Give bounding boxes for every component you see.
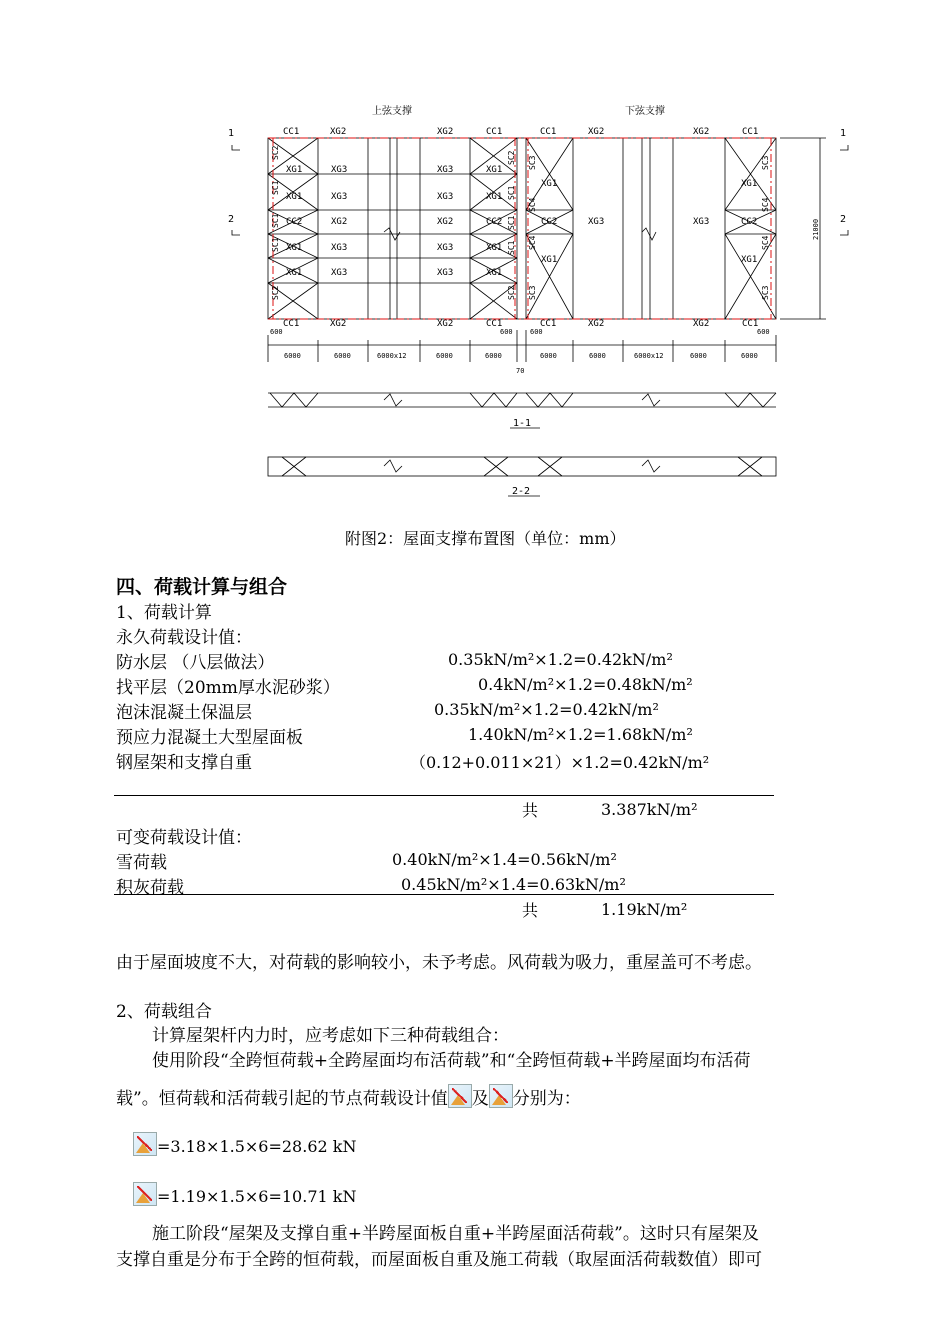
text-run: 及 xyxy=(471,1089,489,1109)
dim-600: 600 xyxy=(530,328,543,336)
section-1-1: 1-1 xyxy=(513,418,532,429)
var-label: 积灰荷载 xyxy=(116,878,184,898)
label-xg1: XG1 xyxy=(486,192,503,202)
marker-2-left: 2 xyxy=(228,214,235,225)
label-sc4: SC4 xyxy=(761,235,770,250)
var-title: 可变荷载设计值： xyxy=(116,828,252,848)
label-xg1: XG1 xyxy=(741,255,758,265)
text-run: 载”。恒荷载和活荷载引起的节点荷载设计值 xyxy=(116,1089,448,1109)
var-label: 雪荷载 xyxy=(116,853,167,873)
label-xg1: XG1 xyxy=(541,255,558,265)
title-top: 上弦支撑 xyxy=(372,106,412,117)
perm-total: 3.387kN/m² xyxy=(601,800,698,819)
perm-value: 0.35kN/m²×1.2=0.42kN/m² xyxy=(434,700,659,719)
label-sc2: SC2 xyxy=(271,145,280,160)
paragraph: 使用阶段“全跨恒荷载+全跨屋面均布活荷载”和“全跨恒荷载+半跨屋面均布活荷 xyxy=(152,1051,751,1071)
label-xg3: XG3 xyxy=(331,165,348,175)
label-xg3: XG3 xyxy=(331,268,348,278)
label-cc1: CC1 xyxy=(486,127,503,137)
dim-600: 600 xyxy=(757,328,770,336)
label-sc1: SC1 xyxy=(271,237,280,252)
label-xg3: XG3 xyxy=(588,217,605,227)
section-heading: 四、荷载计算与组合 xyxy=(116,576,288,598)
label-xg3: XG3 xyxy=(437,192,454,202)
equation-2 xyxy=(133,1182,356,1206)
perm-value: 0.35kN/m²×1.2=0.42kN/m² xyxy=(448,650,673,669)
perm-value: （0.12+0.011×21）×1.2=0.42kN/m² xyxy=(410,753,710,772)
label-cc1: CC1 xyxy=(283,127,300,137)
label-cc1: CC1 xyxy=(540,127,557,137)
label-cc1: CC1 xyxy=(742,319,759,329)
perm-value: 1.40kN/m²×1.2=1.68kN/m² xyxy=(468,725,693,744)
formula-image-icon xyxy=(489,1084,513,1108)
subheading-load-calc: 1、荷载计算 xyxy=(116,603,212,623)
bay-dim: 6000 xyxy=(284,352,301,360)
bay-dim: 6000 xyxy=(436,352,453,360)
label-sc2: SC2 xyxy=(271,285,280,300)
label-cc1: CC1 xyxy=(283,319,300,329)
divider xyxy=(114,795,774,796)
perm-total-label: 共 xyxy=(522,801,539,820)
text-run: 分别为： xyxy=(512,1089,581,1109)
label-xg2: XG2 xyxy=(437,127,454,137)
bay-dim: 6000 xyxy=(589,352,606,360)
formula-image-icon xyxy=(133,1132,157,1156)
label-sc3: SC3 xyxy=(761,285,770,300)
label-xg2: XG2 xyxy=(330,319,347,329)
label-xg1: XG1 xyxy=(286,243,303,253)
label-xg3: XG3 xyxy=(331,192,348,202)
bay-dim: 6000 xyxy=(485,352,502,360)
perm-label: 预应力混凝土大型屋面板 xyxy=(116,728,303,748)
label-xg2: XG2 xyxy=(588,319,605,329)
label-xg2: XG2 xyxy=(437,217,454,227)
bay-dim: 6000 xyxy=(690,352,707,360)
label-xg1: XG1 xyxy=(486,165,503,175)
label-xg1: XG1 xyxy=(486,243,503,253)
label-xg3: XG3 xyxy=(693,217,710,227)
label-xg1: XG1 xyxy=(741,179,758,189)
perm-label: 泡沫混凝土保温层 xyxy=(116,703,252,723)
label-sc1: SC1 xyxy=(507,240,516,255)
label-sc3: SC3 xyxy=(528,285,537,300)
bay-dim: 6000x12 xyxy=(377,352,407,360)
label-sc1: SC1 xyxy=(271,213,280,228)
dim-70: 70 xyxy=(516,367,525,375)
figure-caption: 附图2：屋面支撑布置图（单位：mm） xyxy=(345,529,626,548)
label-xg2: XG2 xyxy=(331,217,348,227)
marker-1-right: 1 xyxy=(840,128,847,139)
label-sc1: SC1 xyxy=(507,185,516,200)
equation-text: =1.19×1.5×6=10.71 kN xyxy=(157,1187,357,1206)
paragraph: 计算屋架杆内力时，应考虑如下三种荷载组合： xyxy=(152,1026,509,1046)
label-xg1: XG1 xyxy=(286,268,303,278)
label-xg2: XG2 xyxy=(588,127,605,137)
formula-image-icon xyxy=(133,1182,157,1206)
label-sc3: SC3 xyxy=(528,155,537,170)
bay-dim: 6000x12 xyxy=(634,352,664,360)
label-xg1: XG1 xyxy=(286,192,303,202)
label-cc2: CC2 xyxy=(486,217,503,227)
perm-value: 0.4kN/m²×1.2=0.48kN/m² xyxy=(478,675,693,694)
label-xg1: XG1 xyxy=(486,268,503,278)
note-paragraph: 由于屋面坡度不大，对荷载的影响较小，未予考虑。风荷载为吸力，重屋盖可不考虑。 xyxy=(116,953,762,973)
paragraph xyxy=(116,1084,581,1109)
roof-bracing-drawing xyxy=(0,0,950,510)
label-xg3: XG3 xyxy=(437,268,454,278)
section-2-2: 2-2 xyxy=(512,486,531,497)
var-total: 1.19kN/m² xyxy=(601,900,688,919)
label-sc3: SC3 xyxy=(761,155,770,170)
label-cc2: CC2 xyxy=(741,217,758,227)
label-xg1: XG1 xyxy=(541,179,558,189)
label-cc1: CC1 xyxy=(540,319,557,329)
bay-dim: 6000 xyxy=(334,352,351,360)
label-xg3: XG3 xyxy=(437,165,454,175)
bay-dim: 6000 xyxy=(540,352,557,360)
perm-label: 找平层（20mm厚水泥砂浆） xyxy=(116,678,340,698)
label-cc1: CC1 xyxy=(742,127,759,137)
dim-600: 600 xyxy=(500,328,513,336)
marker-2-right: 2 xyxy=(840,214,847,225)
dim-600: 600 xyxy=(270,328,283,336)
bay-dim: 6000 xyxy=(741,352,758,360)
label-sc4: SC4 xyxy=(761,197,770,212)
marker-1-left: 1 xyxy=(228,128,235,139)
label-cc1: CC1 xyxy=(486,319,503,329)
perm-label: 防水层 （八层做法） xyxy=(116,653,275,673)
label-cc2: CC2 xyxy=(286,217,303,227)
label-xg2: XG2 xyxy=(693,319,710,329)
divider xyxy=(114,894,774,895)
label-sc2: SC2 xyxy=(507,285,516,300)
equation-1 xyxy=(133,1132,356,1156)
equation-text: =3.18×1.5×6=28.62 kN xyxy=(157,1137,357,1156)
label-xg2: XG2 xyxy=(693,127,710,137)
label-sc1: SC1 xyxy=(271,180,280,195)
dim-total: 21000 xyxy=(812,218,820,240)
subheading-load-combo: 2、荷载组合 xyxy=(116,1002,212,1022)
perm-title: 永久荷载设计值： xyxy=(116,628,252,648)
label-sc4: SC4 xyxy=(528,197,537,212)
label-xg3: XG3 xyxy=(331,243,348,253)
label-xg1: XG1 xyxy=(286,165,303,175)
label-sc2: SC2 xyxy=(507,150,516,165)
var-value: 0.40kN/m²×1.4=0.56kN/m² xyxy=(392,850,617,869)
var-total-label: 共 xyxy=(522,901,539,920)
label-xg2: XG2 xyxy=(437,319,454,329)
label-sc1: SC1 xyxy=(507,215,516,230)
perm-label: 钢屋架和支撑自重 xyxy=(116,753,252,773)
label-xg3: XG3 xyxy=(437,243,454,253)
label-cc2: CC2 xyxy=(541,217,558,227)
paragraph: 施工阶段“屋架及支撑自重+半跨屋面板自重+半跨屋面活荷载”。这时只有屋架及 xyxy=(152,1224,759,1244)
label-xg2: XG2 xyxy=(330,127,347,137)
label-sc4: SC4 xyxy=(528,235,537,250)
title-bottom: 下弦支撑 xyxy=(625,106,665,117)
paragraph: 支撑自重是分布于全跨的恒荷载，而屋面板自重及施工荷载（取屋面活荷载数值）即可 xyxy=(116,1250,762,1270)
var-value: 0.45kN/m²×1.4=0.63kN/m² xyxy=(401,875,626,894)
formula-image-icon xyxy=(448,1084,472,1108)
